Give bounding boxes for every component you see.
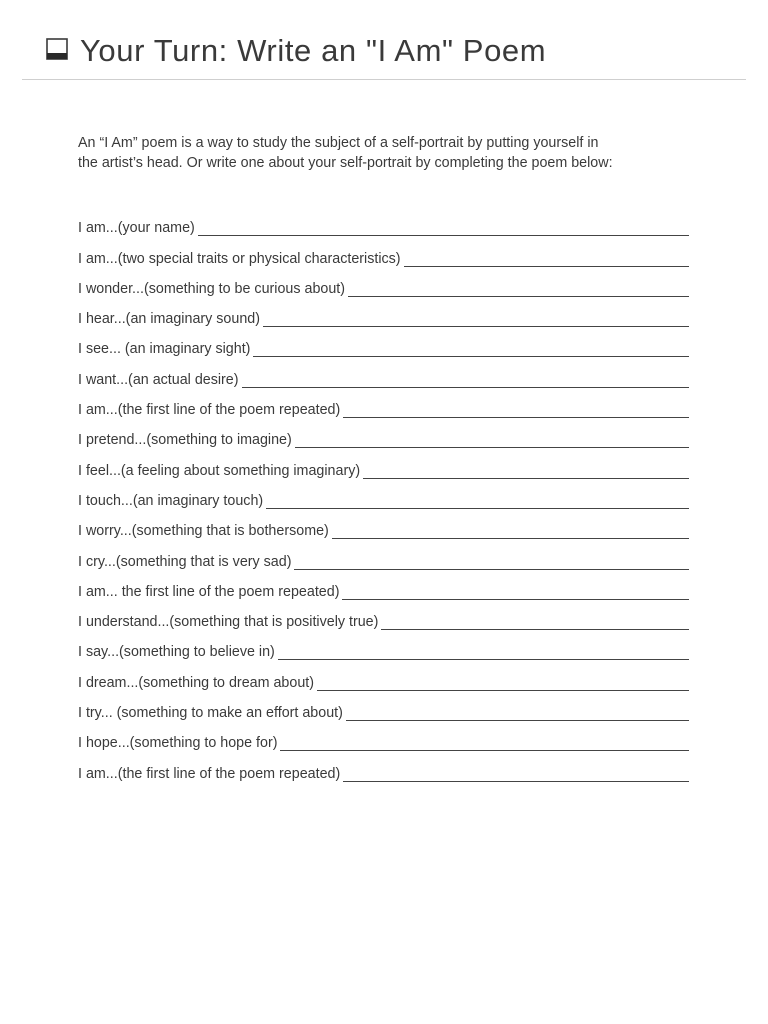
- poem-line-9: [78, 450, 689, 480]
- poem-line-3: [78, 269, 689, 299]
- prompt-label: I worry...(something that is bothersome): [78, 523, 329, 540]
- prompt-label: I see... (an imaginary sight): [78, 341, 251, 358]
- answer-blank[interactable]: [348, 296, 689, 297]
- poem-line-17: [78, 693, 689, 723]
- poem-line-18: [78, 723, 689, 753]
- answer-blank[interactable]: [253, 356, 689, 357]
- answer-blank[interactable]: [263, 326, 689, 327]
- answer-blank[interactable]: [317, 690, 689, 691]
- answer-blank[interactable]: [363, 478, 689, 479]
- prompt-label: I try... (something to make an effort about): [78, 705, 343, 722]
- answer-blank[interactable]: [381, 629, 689, 630]
- answer-blank[interactable]: [294, 569, 689, 570]
- prompt-label: I say...(something to believe in): [78, 644, 275, 661]
- poem-line-5: [78, 329, 689, 359]
- prompt-label: I hope...(something to hope for): [78, 735, 278, 752]
- prompt-label: I want...(an actual desire): [78, 371, 239, 388]
- prompt-label: I understand...(something that is positively true): [78, 614, 379, 631]
- poem-prompt-list: [78, 208, 689, 784]
- poem-line-19: [78, 753, 689, 783]
- answer-blank[interactable]: [266, 508, 689, 509]
- header-divider: [22, 79, 746, 80]
- prompt-label: I am...(the first line of the poem repeated): [78, 765, 341, 782]
- prompt-label: I am...(two special traits or physical characteristics): [78, 250, 401, 267]
- prompt-label: I wonder...(something to be curious about): [78, 280, 346, 297]
- intro-line: An “I Am” poem is a way to study the subject of a self-portrait by putting yourself in: [78, 135, 599, 151]
- prompt-label: I am...(your name): [78, 220, 195, 237]
- prompt-label: I feel...(a feeling about something imaginary): [78, 462, 361, 479]
- poem-line-12: [78, 541, 689, 571]
- answer-blank[interactable]: [404, 266, 689, 267]
- poem-line-15: [78, 632, 689, 662]
- prompt-label: I am...(the first line of the poem repeated): [78, 402, 341, 419]
- prompt-label: I dream...(something to dream about): [78, 674, 315, 691]
- poem-line-13: [78, 572, 689, 602]
- answer-blank[interactable]: [332, 538, 689, 539]
- poem-line-7: [78, 390, 689, 420]
- poem-line-11: [78, 511, 689, 541]
- answer-blank[interactable]: [342, 599, 689, 600]
- intro-line: the artist’s head. Or write one about your self-portrait by completing the poem below:: [78, 155, 613, 171]
- prompt-label: I am... the first line of the poem repeated): [78, 583, 340, 600]
- answer-blank[interactable]: [295, 447, 689, 448]
- intro-paragraph: [78, 133, 693, 173]
- answer-blank[interactable]: [278, 659, 689, 660]
- page-header: [0, 0, 768, 82]
- answer-blank[interactable]: [343, 417, 689, 418]
- answer-blank[interactable]: [343, 781, 689, 782]
- answer-blank[interactable]: [198, 235, 689, 236]
- poem-line-6: [78, 359, 689, 389]
- poem-line-8: [78, 420, 689, 450]
- prompt-label: I cry...(something that is very sad): [78, 553, 292, 570]
- checkbox-icon: [46, 38, 68, 60]
- prompt-label: I touch...(an imaginary touch): [78, 492, 264, 509]
- poem-line-2: [78, 238, 689, 268]
- poem-line-4: [78, 299, 689, 329]
- prompt-label: I pretend...(something to imagine): [78, 432, 292, 449]
- prompt-label: I hear...(an imaginary sound): [78, 311, 260, 328]
- answer-blank[interactable]: [346, 720, 689, 721]
- poem-line-10: [78, 481, 689, 511]
- answer-blank[interactable]: [242, 387, 689, 388]
- poem-line-16: [78, 662, 689, 692]
- page-title: Your Turn: Write an "I Am" Poem: [80, 33, 547, 68]
- poem-line-1: [78, 208, 689, 238]
- answer-blank[interactable]: [280, 750, 689, 751]
- poem-line-14: [78, 602, 689, 632]
